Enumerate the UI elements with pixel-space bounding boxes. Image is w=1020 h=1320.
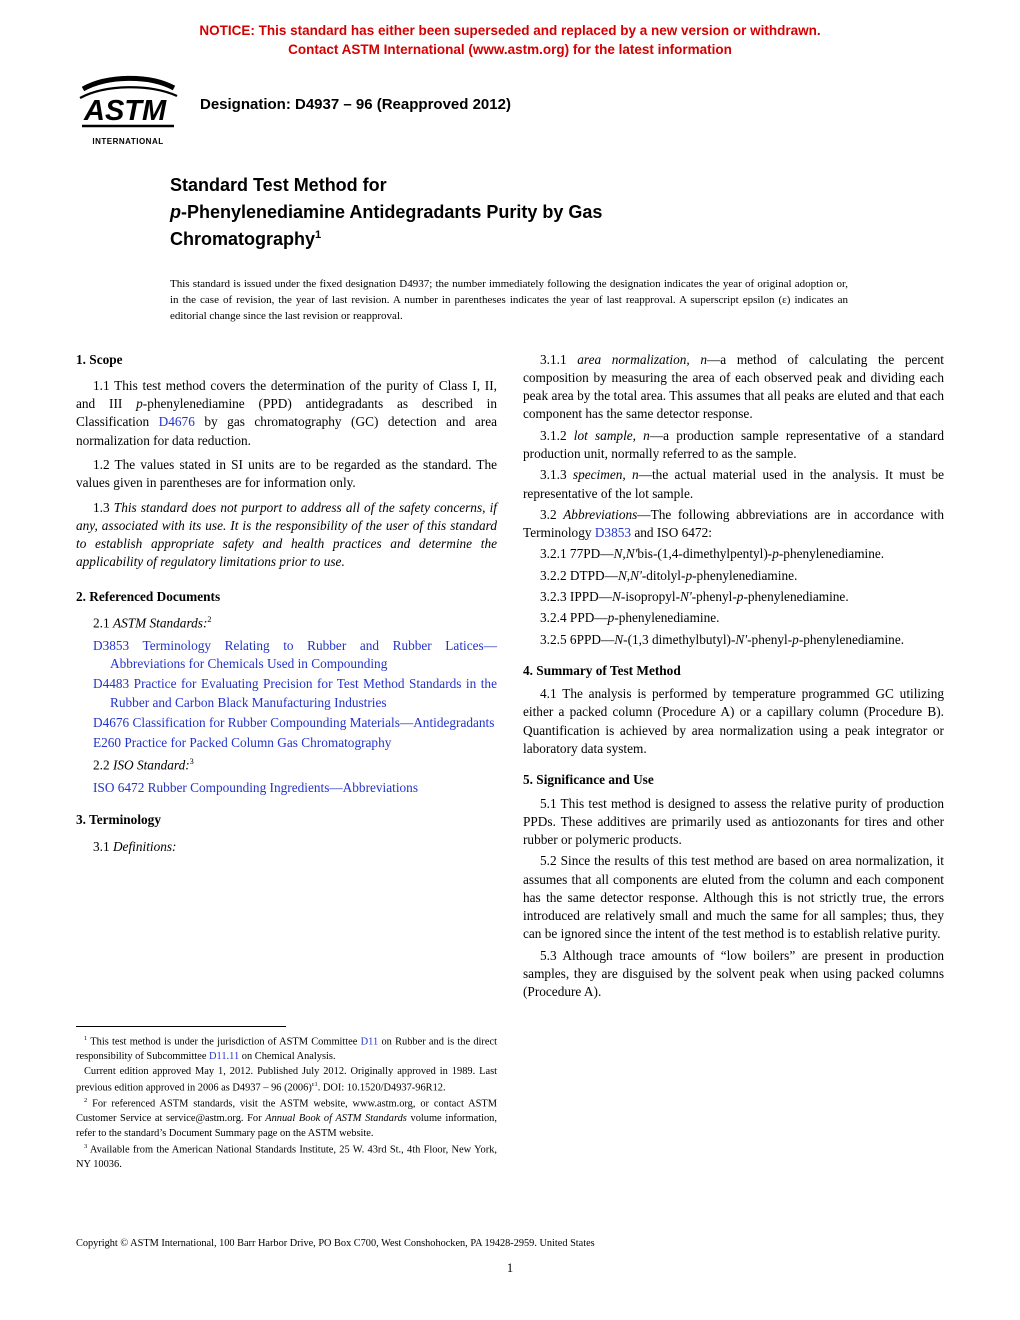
footnote-ref-1: 1 xyxy=(315,228,322,241)
reference-item-E260[interactable]: E260 Practice for Packed Column Gas Chromatography xyxy=(93,735,392,751)
text-segment: Available from the American National Standards Institute, 25 W. 43rd St., 4th Floor, New York, NY 10036. xyxy=(76,1144,497,1170)
astm-logo xyxy=(76,74,180,146)
notice-line1: NOTICE: This standard has either been superseded and replaced by a new version or withdrawn. xyxy=(199,23,821,38)
text-segment: N xyxy=(614,631,624,647)
designation: Designation: D4937 – 96 (Reapproved 2012) xyxy=(200,95,511,113)
paragraph-3-2-1 xyxy=(523,545,944,563)
text-segment: lot sample, n xyxy=(573,427,650,443)
paragraph-3-2-3 xyxy=(523,588,944,606)
text-segment: 3.1.3 xyxy=(540,467,573,483)
text-segment: This test method is under the jurisdiction of ASTM Committee xyxy=(87,1036,361,1048)
text-segment: ISO Standard: xyxy=(112,757,190,773)
superscript-epsilon1: ε1 xyxy=(311,1080,318,1088)
section-heading-scope: 1. Scope xyxy=(76,351,123,367)
document-header xyxy=(76,74,940,146)
section-heading-referenced-documents: 2. Referenced Documents xyxy=(76,588,221,604)
text-segment: 3.2.5 6PPD— xyxy=(540,631,615,647)
superseded-notice xyxy=(0,0,1020,60)
footnote-marker-2: 2 xyxy=(84,1096,88,1104)
link-D11-11[interactable]: D11.11 xyxy=(209,1051,240,1063)
text-segment: p xyxy=(607,610,615,626)
paragraph-3-2-2 xyxy=(523,567,944,585)
text-segment: . DOI: 10.1520/D4937-96R12. xyxy=(317,1082,446,1094)
text-segment: -phenylenediamine. xyxy=(692,567,798,583)
text-segment: Chromatography xyxy=(170,228,316,249)
text-segment: 3.2.1 77PD— xyxy=(540,546,614,562)
text-segment: specimen, n xyxy=(572,467,639,483)
paragraph-3-2-5 xyxy=(523,631,944,649)
paragraph-1-1 xyxy=(76,377,497,450)
section-heading-summary: 4. Summary of Test Method xyxy=(523,662,681,678)
text-segment: Annual Book of ASTM Standards xyxy=(265,1113,407,1125)
text-segment: and ISO 6472: xyxy=(631,525,712,541)
text-segment: p xyxy=(685,567,693,583)
text-segment: 3.1.1 xyxy=(540,351,578,367)
footnote-1-edition xyxy=(76,1065,497,1096)
paragraph-1-3 xyxy=(76,499,497,572)
text-segment: N xyxy=(612,588,621,604)
text-segment: 3.2.4 PPD— xyxy=(540,610,608,626)
title-line3 xyxy=(170,226,940,253)
text-segment: area normalization, n xyxy=(577,351,707,367)
reference-item-D3853[interactable]: D3853 Terminology Relating to Rubber and Rubber Latices—Abbreviations for Chemicals Used in Compounding xyxy=(93,637,497,671)
link-D3853[interactable]: D3853 xyxy=(594,525,632,541)
paragraph-3-2-4 xyxy=(523,609,944,627)
footnote-ref-2: 2 xyxy=(207,614,212,624)
section-heading-significance: 5. Significance and Use xyxy=(523,772,654,788)
astm-logo-subtitle: INTERNATIONAL xyxy=(92,136,164,146)
text-segment: N' xyxy=(735,631,748,647)
column-spacer xyxy=(76,859,497,1026)
text-segment: For referenced ASTM standards, visit the ASTM website, www.astm.org, or contact ASTM Customer Service at service@astm.org. For xyxy=(76,1098,497,1125)
paragraph-3-1-1 xyxy=(523,351,944,424)
text-segment: p xyxy=(170,201,181,222)
page-number: 1 xyxy=(506,1261,514,1275)
notice-line2: Contact ASTM International (www.astm.org) for the latest information xyxy=(288,41,732,57)
paragraph-2-1 xyxy=(76,614,497,633)
text-segment: -phenyl- xyxy=(691,588,737,604)
astm-logo-mark xyxy=(78,74,178,130)
text-segment: -phenylenediamine. xyxy=(798,631,905,647)
text-segment: 2.1 xyxy=(93,615,113,631)
text-segment: Abbreviations xyxy=(563,506,638,522)
footnote-2 xyxy=(76,1096,497,1142)
paragraph-2-2 xyxy=(76,756,497,775)
footnote-1 xyxy=(76,1034,497,1065)
text-segment: -phenyl- xyxy=(747,631,793,647)
paragraph-5-3: 5.3 Although trace amounts of “low boilers” are present in production samples, they are disguised by the solvent peak when using packed columns (Procedure A). xyxy=(523,947,944,1000)
right-column xyxy=(523,351,944,1173)
text-segment: p xyxy=(736,588,744,604)
footnote-3 xyxy=(76,1142,497,1173)
text-segment: p xyxy=(792,631,799,647)
text-segment: N' xyxy=(680,588,692,604)
text-segment: 2.2 xyxy=(93,757,113,773)
paragraph-3-1-2 xyxy=(523,427,944,464)
text-segment: N,N' xyxy=(613,546,638,562)
link-D4676[interactable]: D4676 xyxy=(158,414,195,430)
footnote-marker-3: 3 xyxy=(84,1142,88,1150)
text-segment: Current edition approved May 1, 2012. Published July 2012. Originally approved in 1989. Last previous edition approved in 2006 as D4937 – 96 (2006) xyxy=(76,1065,497,1094)
text-segment: —a method of calculating the percent composition by measuring the area of each observed peak and dividing each peak area by the total area. This assumes that all peaks are eluted and that each component has the same detector response. xyxy=(523,351,945,422)
text-segment: volume information, refer to the standard’s Document Summary page on the ASTM website. xyxy=(76,1113,497,1139)
text-segment: 1.1 This test method covers the determination of the purity of Class I, II, and III xyxy=(76,377,497,412)
text-segment: ASTM Standards: xyxy=(112,615,208,631)
link-D11[interactable]: D11 xyxy=(360,1036,379,1048)
footnote-marker-1: 1 xyxy=(84,1034,88,1042)
text-segment: 3.1.2 xyxy=(540,427,574,443)
paragraph-3-2 xyxy=(523,506,944,543)
text-segment: on Rubber and is the direct responsibility of Subcommittee xyxy=(76,1036,497,1063)
text-segment: —a production sample representative of a standard production unit, normally referred to as the sample. xyxy=(523,427,944,461)
left-column xyxy=(76,351,497,1173)
text-segment: N,N' xyxy=(617,567,642,583)
text-segment: 3.2.3 IPPD— xyxy=(540,588,613,604)
reference-item-D4676[interactable]: D4676 Classification for Rubber Compounding Materials—Antidegradants xyxy=(93,714,495,730)
text-segment: —the actual material used in the analysis. It must be representative of the lot sample. xyxy=(523,467,945,501)
text-segment: Definitions: xyxy=(112,838,177,854)
text-segment: by gas chromatography (GC) detection and area normalization for data reduction. xyxy=(76,414,497,448)
paragraph-5-1: 5.1 This test method is designed to assess the relative purity of production PPDs. These additives are primarily used as antiozonants for tires and other rubber or polymeric products. xyxy=(523,795,944,848)
paragraph-3-1-3 xyxy=(523,466,944,503)
paragraph-1-2: 1.2 The values stated in SI units are to be regarded as the standard. The values given in parentheses are for information only. xyxy=(76,457,497,491)
text-segment: 3.2.2 DTPD— xyxy=(540,567,618,583)
footnote-rule xyxy=(76,1026,286,1027)
text-segment: p xyxy=(772,546,779,562)
issuance-statement: This standard is issued under the fixed designation D4937; the number immediately following the designation indicates the year of original adoption or, in the case of revision, the year of last revision. A number in parentheses indicates the year of last reapproval. A superscript epsilon (ε) indicates an editorial change since the last revision or reapproval. xyxy=(170,277,848,322)
paragraph-3-1 xyxy=(76,838,497,856)
paragraph-4-1: 4.1 The analysis is performed by temperature programmed GC utilizing either a packed column (Procedure A) or a capillary column (Procedure B). Quantification is achieved by area normalization using a peak integrator or laboratory data system. xyxy=(523,686,944,756)
text-segment: bis-(1,4-dimethylpentyl)- xyxy=(637,546,773,562)
text-segment: -ditolyl- xyxy=(641,567,686,583)
text-segment: p xyxy=(136,396,143,412)
text-segment: -phenylenediamine. xyxy=(743,588,849,604)
text-segment: on Chemical Analysis. xyxy=(239,1051,336,1063)
text-segment: This standard does not purport to address all of the safety concerns, if any, associated with its use. It is the responsibility of the user of this standard to establish appropriate safety and health practices and determine the applicability of regulatory limitations prior to use. xyxy=(76,499,498,570)
text-segment: 3.1 xyxy=(93,838,113,854)
text-segment: -isopropyl- xyxy=(620,588,681,604)
title-line2 xyxy=(170,199,940,226)
text-segment: 1.3 xyxy=(93,499,114,515)
paragraph-5-2: 5.2 Since the results of this test method are based on area normalization, it assumes that all components are eluted from the column and each component has the same detector response. Although this is not strictly true, the errors introduced are relatively small and much the same for all samples; thus, they can be ignored since the intent of the test method is to establish relative purity. xyxy=(523,853,944,942)
title-line1: Standard Test Method for xyxy=(170,174,387,195)
text-segment: -phenylenediamine. xyxy=(614,610,720,626)
reference-item-ISO6472[interactable]: ISO 6472 Rubber Compounding Ingredients—Abbreviations xyxy=(93,780,419,796)
text-segment: —The following abbreviations are in accordance with Terminology xyxy=(523,506,944,541)
copyright-line: Copyright © ASTM International, 100 Barr Harbor Drive, PO Box C700, West Conshohocken, PA 19428-2959. United States xyxy=(76,1238,595,1249)
text-segment: -phenylenediamine (PPD) antidegradants as described in Classification xyxy=(76,396,497,430)
two-column-body xyxy=(76,351,944,1173)
text-segment: -(1,3 dimethylbutyl)- xyxy=(623,631,736,647)
footnote-ref-3: 3 xyxy=(189,757,194,767)
footnotes-block xyxy=(76,1026,497,1173)
reference-item-D4483[interactable]: D4483 Practice for Evaluating Precision for Test Method Standards in the Rubber and Carbon Black Manufacturing Industries xyxy=(93,676,497,710)
text-segment: -Phenylenediamine Antidegradants Purity by Gas xyxy=(181,201,603,222)
section-heading-terminology: 3. Terminology xyxy=(76,812,161,828)
document-title xyxy=(170,172,940,253)
astm-logo-word: ASTM xyxy=(84,94,167,127)
text-segment: -phenylenediamine. xyxy=(778,546,885,562)
text-segment: 3.2 xyxy=(540,506,564,522)
